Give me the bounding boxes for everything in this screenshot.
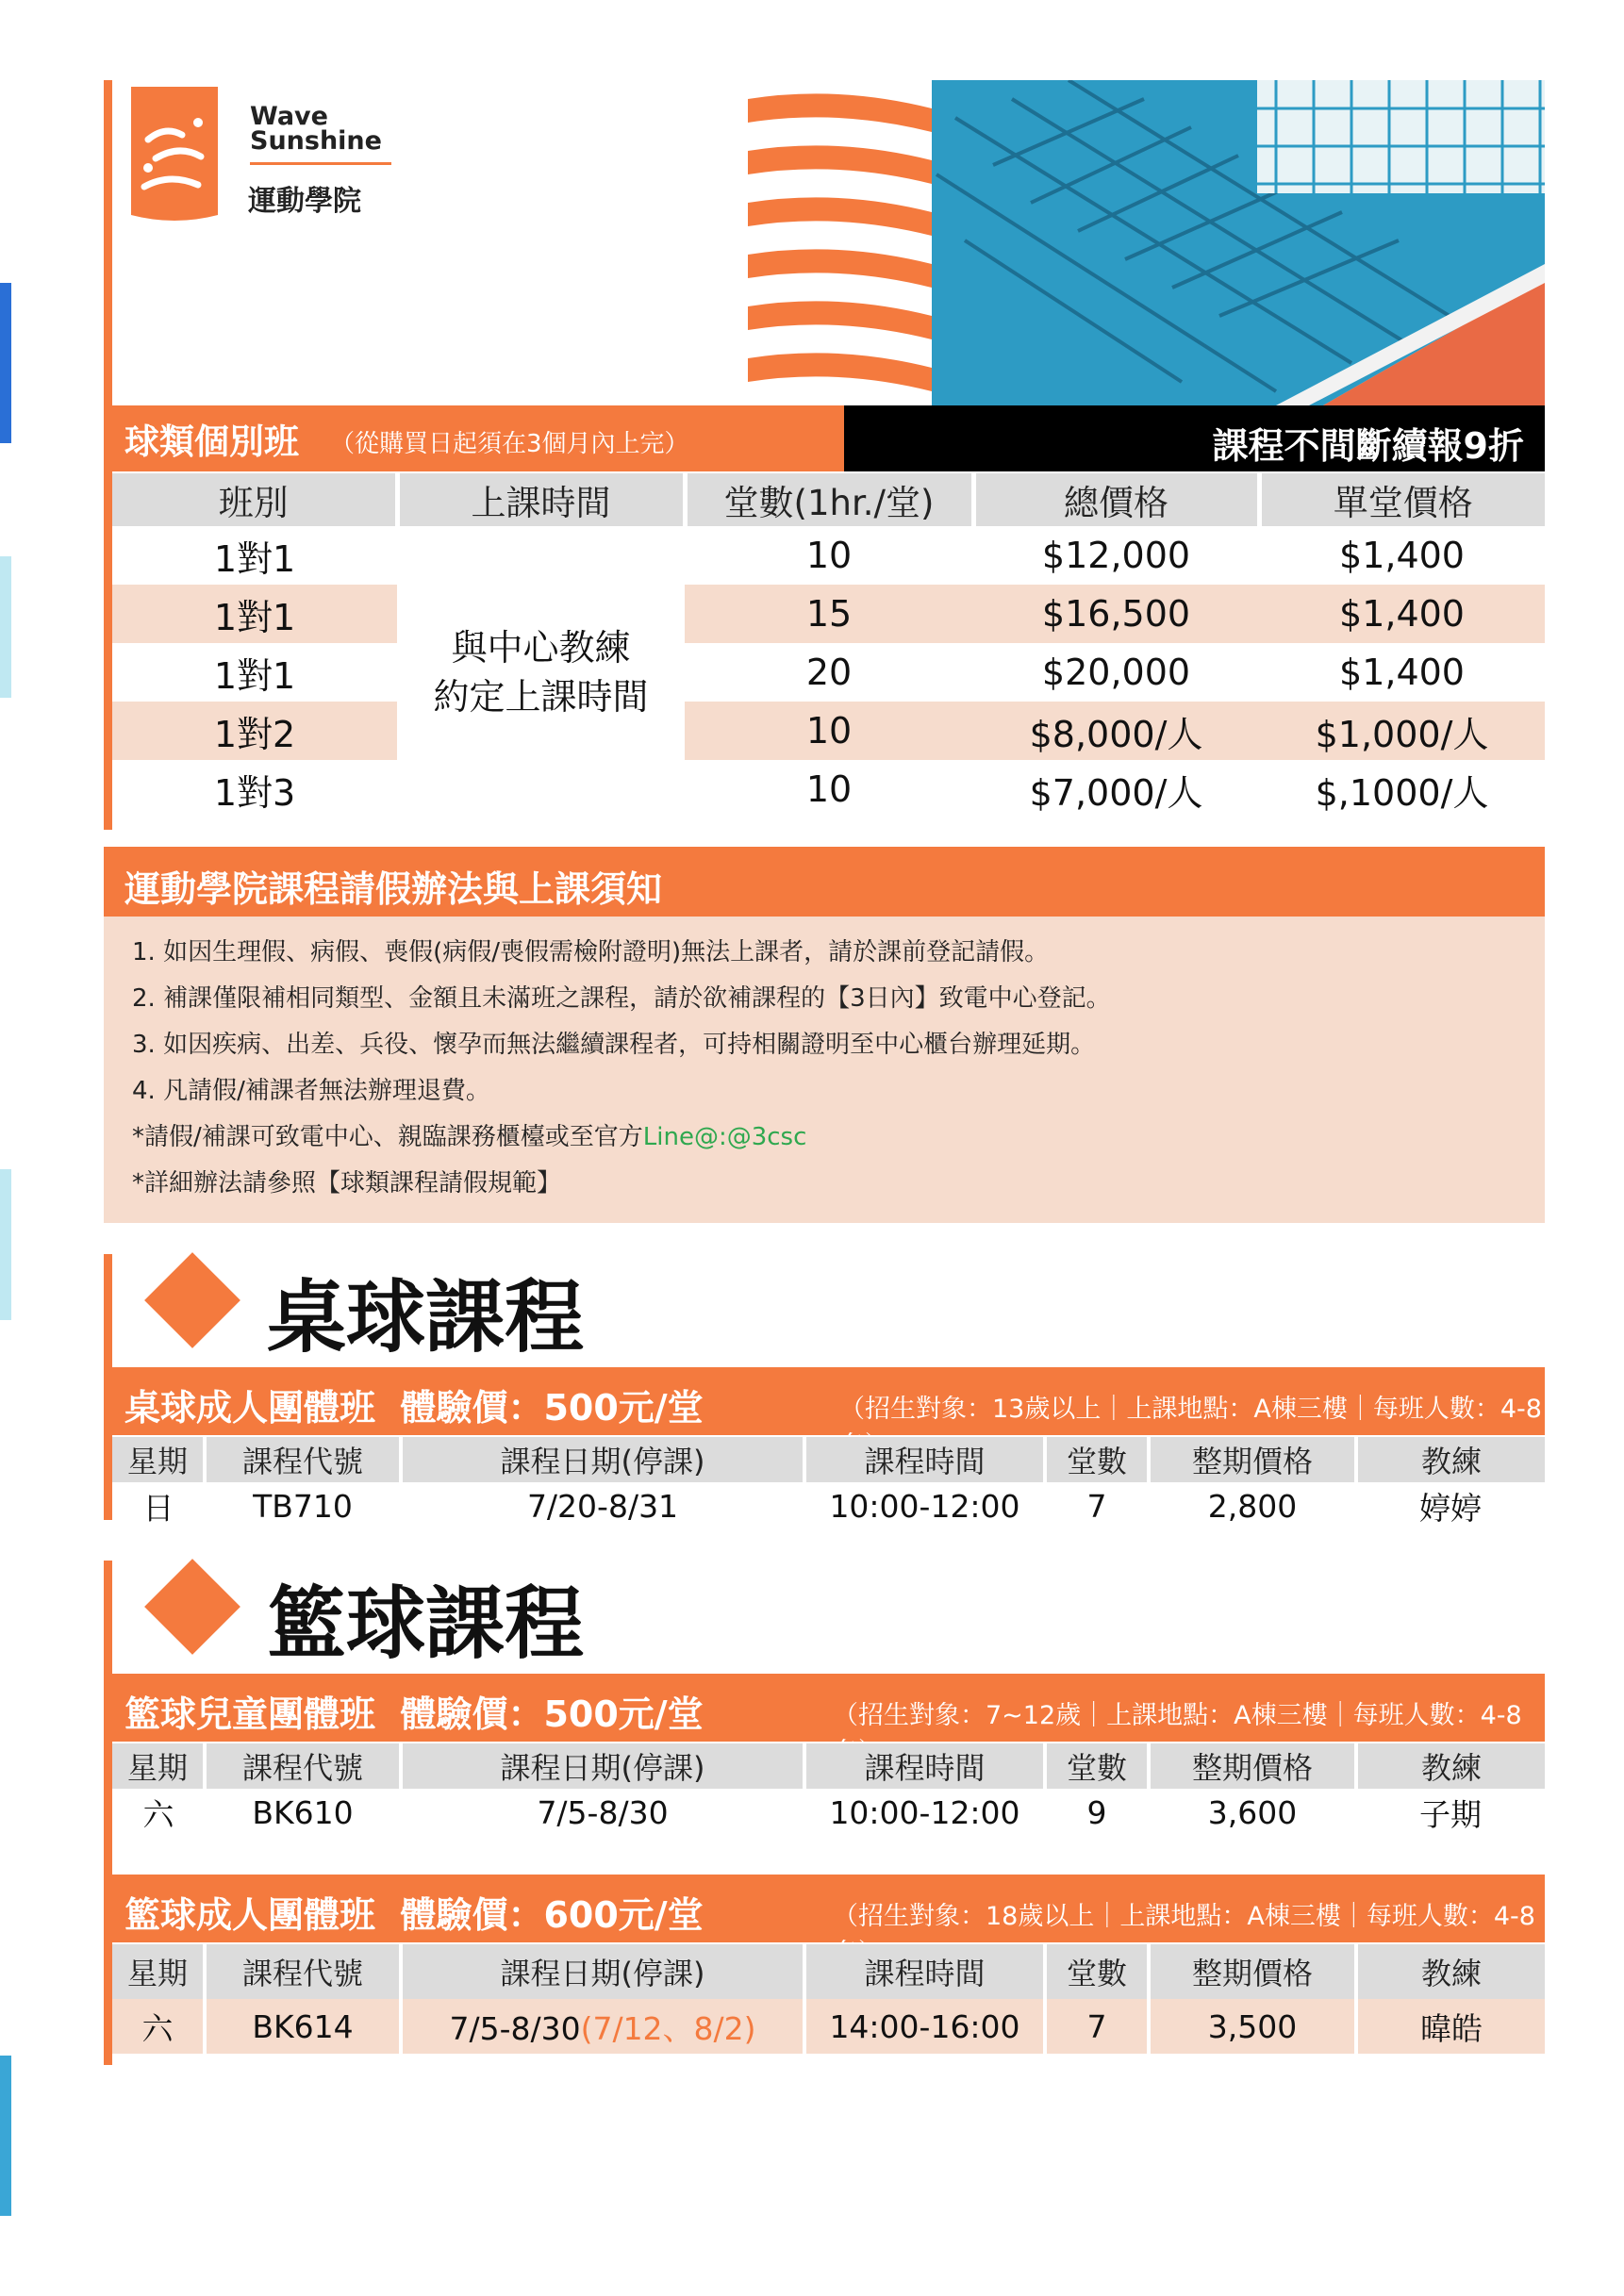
count-cell: 10 — [805, 768, 853, 810]
coach-cell: 子期 — [1419, 1795, 1482, 1833]
dates-cell: 7/20-8/31 — [526, 1487, 679, 1525]
tt-class-name: 桌球成人團體班 體驗價：500元/堂 — [124, 1387, 704, 1429]
class-cell: 1對2 — [112, 702, 397, 760]
line-id-link[interactable]: Line@:@3csc — [642, 1123, 807, 1151]
header-total: 總價格 — [973, 473, 1259, 526]
dates-text: 7/5-8/30 — [449, 2009, 581, 2047]
time-text-2: 約定上課時間 — [433, 676, 649, 718]
table-header-row — [112, 1437, 1545, 1482]
code-cell: TB710 — [253, 1487, 353, 1525]
header-code: 課程代號 — [205, 1743, 401, 1789]
table-header-row — [112, 1944, 1545, 1999]
bb-adult-class-info: （招生對象：18歲以上｜上課地點：A棟三樓｜每班人數：4-8 — [833, 1902, 1535, 1931]
code-cell: BK614 — [205, 1999, 401, 2054]
bb-kids-class-bar — [104, 1674, 1545, 1742]
class-cell: 1對1 — [213, 654, 296, 697]
total-cell: $8,000/人 — [973, 702, 1259, 760]
tt-schedule-table — [112, 1437, 1545, 1529]
brand-divider — [250, 162, 391, 165]
header-coach: 教練 — [1356, 1944, 1545, 1999]
private-class-table — [112, 473, 1545, 818]
header-illustration — [748, 80, 1545, 405]
brand-wave: Wave — [250, 102, 328, 131]
header-time: 課程時間 — [804, 1437, 1045, 1482]
rules-title-bar — [104, 847, 1545, 917]
header-coach: 教練 — [1356, 1743, 1545, 1789]
time-text-1: 與中心教練 — [451, 627, 631, 669]
side-decoration-lightblue — [0, 556, 11, 698]
promo-bar — [844, 405, 1545, 471]
price-cell: 3,600 — [1207, 1793, 1298, 1831]
header-count: 堂數(1hr./堂) — [685, 473, 973, 526]
side-decoration-blue — [0, 283, 11, 443]
count-cell: 9 — [1086, 1793, 1107, 1831]
header-day: 星期 — [112, 1743, 205, 1789]
count-cell: 7 — [1045, 1999, 1149, 2054]
single-cell: $1,400 — [1339, 535, 1465, 576]
brand-chinese: 運動學院 — [248, 185, 361, 218]
rule-line-3: 3. 如因疾病、出差、兵役、懷孕而無法繼續課程者，可持相關證明至中心櫃台辦理延期。 — [132, 1031, 1096, 1059]
header-count: 堂數 — [1045, 1743, 1149, 1789]
table-row — [112, 1789, 1545, 1836]
diamond-icon — [144, 1252, 240, 1348]
rule-line-5 — [132, 1115, 1111, 1161]
bb-adult-class-bar — [104, 1875, 1545, 1942]
header-time: 課程時間 — [804, 1743, 1045, 1789]
count-cell: 7 — [1086, 1487, 1107, 1525]
day-cell: 日 — [142, 1489, 174, 1527]
coach-cell: 婷婷 — [1419, 1489, 1482, 1527]
table-row — [112, 1482, 1545, 1529]
time-cell — [397, 526, 685, 818]
header-dates: 課程日期(停課) — [401, 1743, 804, 1789]
rule-line-6: *詳細辦法請參照【球類課程請假規範】 — [132, 1169, 562, 1198]
total-cell: $7,000/人 — [1029, 771, 1203, 814]
private-class-title: 球類個別班 — [124, 421, 299, 462]
class-cell: 1對3 — [213, 771, 296, 814]
header-code: 課程代號 — [205, 1437, 401, 1482]
header-count: 堂數 — [1045, 1437, 1149, 1482]
single-cell: $1,400 — [1339, 652, 1465, 693]
private-class-bar — [104, 405, 844, 471]
day-cell: 六 — [142, 1795, 174, 1833]
count-cell: 20 — [805, 652, 853, 693]
code-cell: BK610 — [252, 1793, 354, 1831]
bb-adult-schedule-table — [112, 1944, 1545, 2054]
table-row — [112, 585, 1545, 643]
logo-mark-icon — [127, 83, 222, 234]
rules-box — [104, 917, 1545, 1223]
promo-text: 課程不間斷續報9折 — [1212, 425, 1524, 467]
stop-dates-text: (7/12、8/2) — [580, 2009, 756, 2047]
header-price: 整期價格 — [1149, 1743, 1356, 1789]
rule-line-5-text: *請假/補課可致電中心、親臨課務櫃檯或至官方 — [132, 1123, 643, 1151]
total-cell: $20,000 — [1041, 652, 1191, 693]
bb-kids-schedule-table — [112, 1743, 1545, 1836]
header-day: 星期 — [112, 1437, 205, 1482]
private-class-note: （從購買日起須在3個月內上完） — [330, 430, 689, 458]
header-single: 單堂價格 — [1259, 473, 1545, 526]
single-cell: $,1000/人 — [1315, 771, 1489, 814]
header-dates: 課程日期(停課) — [401, 1944, 804, 1999]
count-cell: 10 — [805, 535, 853, 576]
single-cell: $1,400 — [1259, 585, 1545, 643]
tt-class-info: （招生對象：13歲以上｜上課地點：A棟三樓｜每班人數：4-8 — [839, 1395, 1542, 1424]
class-cell: 1對1 — [112, 585, 397, 643]
header-time: 上課時間 — [397, 473, 685, 526]
total-cell: $12,000 — [1041, 535, 1191, 576]
count-cell: 10 — [685, 702, 973, 760]
rule-line-1: 1. 如因生理假、病假、喪假(病假/喪假需檢附證明)無法上課者，請於課前登記請假。 — [132, 938, 1050, 966]
header-time: 課程時間 — [804, 1944, 1045, 1999]
rule-line-2: 2. 補課僅限補相同類型、金額且未滿班之課程，請於欲補課程的【3日內】致電中心登記。 — [132, 984, 1111, 1013]
table-row — [112, 1999, 1545, 2054]
coach-cell: 暐皓 — [1420, 2009, 1483, 2047]
brand-logo — [127, 83, 222, 238]
header-dates: 課程日期(停課) — [401, 1437, 804, 1482]
bb-kids-class-name: 籃球兒童團體班 體驗價：500元/堂 — [124, 1693, 704, 1735]
bb-adult-class-name: 籃球成人團體班 體驗價：600元/堂 — [124, 1894, 704, 1936]
count-cell: 15 — [685, 585, 973, 643]
table-header-row — [112, 1743, 1545, 1789]
header-count: 堂數 — [1045, 1944, 1149, 1999]
single-cell: $1,000/人 — [1259, 702, 1545, 760]
time-cell: 14:00-16:00 — [804, 1999, 1045, 2054]
time-cell: 10:00-12:00 — [829, 1487, 1020, 1525]
bb-kids-class-info: （招生對象：7~12歲｜上課地點：A棟三樓｜每班人數：4-8 — [833, 1701, 1522, 1730]
rules-title: 運動學院課程請假辦法與上課須知 — [124, 868, 663, 910]
time-cell: 10:00-12:00 — [829, 1793, 1020, 1831]
header-coach: 教練 — [1356, 1437, 1545, 1482]
table-tennis-title: 桌球課程 — [267, 1271, 585, 1363]
rule-line-4: 4. 凡請假/補課者無法辦理退費。 — [132, 1077, 490, 1105]
price-cell: 3,500 — [1149, 1999, 1356, 2054]
table-row — [112, 643, 1545, 702]
price-cell: 2,800 — [1207, 1487, 1298, 1525]
header-day: 星期 — [112, 1944, 205, 1999]
day-cell: 六 — [112, 1999, 205, 2054]
header-price: 整期價格 — [1149, 1944, 1356, 1999]
dates-cell: 7/5-8/30 — [537, 1793, 669, 1831]
table-row — [112, 760, 1545, 818]
bb-left-rule — [104, 1561, 112, 2065]
table-row — [112, 702, 1545, 760]
header-class: 班別 — [112, 473, 397, 526]
brand-sunshine: Sunshine — [250, 126, 382, 156]
basketball-title: 籃球課程 — [267, 1577, 585, 1670]
table-header-row — [112, 473, 1545, 526]
dates-cell — [401, 1999, 804, 2054]
class-cell: 1對1 — [213, 537, 296, 580]
diamond-icon — [144, 1559, 240, 1655]
total-cell: $16,500 — [973, 585, 1259, 643]
table-row — [112, 526, 1545, 585]
side-decoration-lightblue-2 — [0, 1169, 11, 1320]
header-code: 課程代號 — [205, 1944, 401, 1999]
header-price: 整期價格 — [1149, 1437, 1356, 1482]
tt-class-bar — [104, 1367, 1545, 1435]
side-decoration-blue-2 — [0, 2056, 11, 2216]
